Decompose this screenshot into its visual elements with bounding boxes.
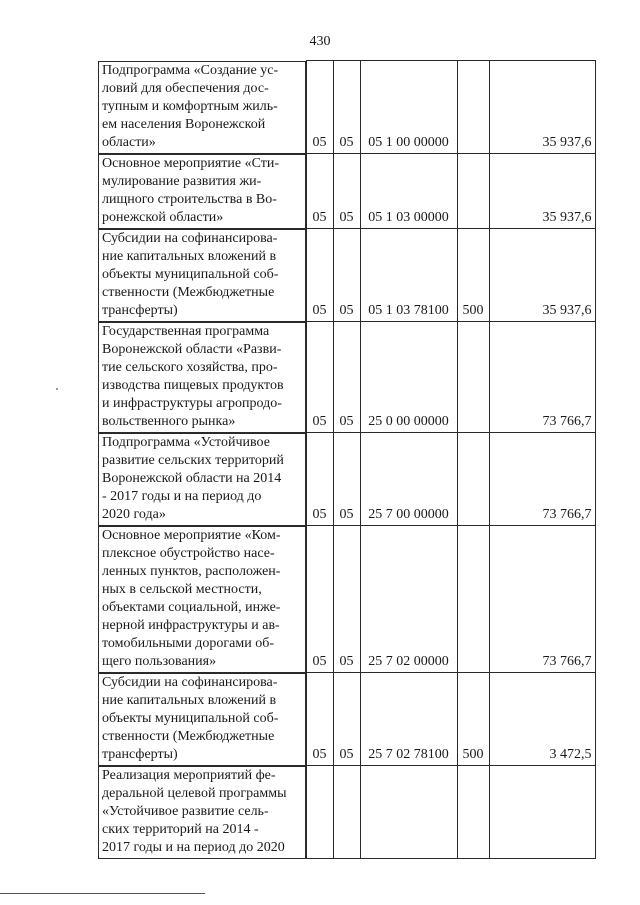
amount-cell: 3 472,5 (489, 673, 595, 766)
footnote-separator (0, 893, 205, 894)
section-code-cell: 05 (306, 433, 333, 526)
expense-type-code-cell (457, 433, 489, 526)
expense-type-code-cell (457, 322, 489, 433)
target-item-code-cell: 25 7 02 00000 (360, 526, 457, 673)
subsection-code-cell (333, 766, 360, 859)
table-row (98, 322, 595, 433)
subsection-code-cell: 05 (333, 154, 360, 229)
row-name-cell: Субсидии на софинансирова- ние капитальных вложений в объекты муниципальной соб- ственности (Межбюджетные трансферты) (98, 673, 306, 766)
page-number: 430 (309, 34, 331, 49)
table-row (98, 526, 595, 673)
target-item-code-cell (360, 766, 457, 859)
target-item-code-cell: 25 0 00 00000 (360, 322, 457, 433)
section-code-cell: 05 (306, 229, 333, 322)
expense-type-code-cell (457, 61, 489, 154)
section-code-cell: 05 (306, 673, 333, 766)
subsection-code-cell: 05 (333, 526, 360, 673)
table-row (98, 673, 595, 766)
target-item-code-cell: 05 1 03 00000 (360, 154, 457, 229)
subsection-code-cell: 05 (333, 673, 360, 766)
amount-cell: 73 766,7 (489, 322, 595, 433)
expense-type-code-cell: 500 (457, 229, 489, 322)
table-row (98, 433, 595, 526)
row-name-cell: Основное мероприятие «Сти- мулирование развития жи- лищного строительства в Во- ронежской области» (98, 154, 306, 229)
row-name-cell: Подпрограмма «Создание ус- ловий для обеспечения дос- тупным и комфортным жиль- ем населения Воронежской области» (98, 61, 306, 154)
amount-cell: 35 937,6 (489, 229, 595, 322)
amount-cell: 35 937,6 (489, 154, 595, 229)
target-item-code-cell: 25 7 00 00000 (360, 433, 457, 526)
budget-table (98, 60, 596, 859)
row-name-cell: Субсидии на софинансирова- ние капитальных вложений в объекты муниципальной соб- ственности (Межбюджетные трансферты) (98, 229, 306, 322)
section-code-cell: 05 (306, 322, 333, 433)
section-code-cell: 05 (306, 526, 333, 673)
subsection-code-cell: 05 (333, 322, 360, 433)
table-row (98, 766, 595, 859)
subsection-code-cell: 05 (333, 433, 360, 526)
section-code-cell: 05 (306, 154, 333, 229)
amount-cell: 35 937,6 (489, 61, 595, 154)
scan-speck (56, 388, 58, 390)
table-row (98, 229, 595, 322)
row-name-cell: Основное мероприятие «Ком- плексное обустройство насе- ленных пунктов, расположен- ных в сельской местности, объектами социальной, инже- нерной инфраструктуры и ав- томобильными дорогами об- щего пользования» (98, 526, 306, 673)
amount-cell: 73 766,7 (489, 433, 595, 526)
section-code-cell: 05 (306, 61, 333, 154)
row-name-cell: Реализация мероприятий фе- деральной целевой программы «Устойчивое развитие сель- ских территорий на 2014 - 2017 годы и на период до 2020 (98, 766, 306, 859)
expense-type-code-cell (457, 526, 489, 673)
budget-table-body (98, 61, 595, 859)
section-code-cell (306, 766, 333, 859)
amount-cell (489, 766, 595, 859)
expense-type-code-cell: 500 (457, 673, 489, 766)
amount-cell: 73 766,7 (489, 526, 595, 673)
target-item-code-cell: 05 1 00 00000 (360, 61, 457, 154)
target-item-code-cell: 25 7 02 78100 (360, 673, 457, 766)
subsection-code-cell: 05 (333, 229, 360, 322)
subsection-code-cell: 05 (333, 61, 360, 154)
table-row (98, 154, 595, 229)
table-row (98, 61, 595, 154)
target-item-code-cell: 05 1 03 78100 (360, 229, 457, 322)
row-name-cell: Государственная программа Воронежской области «Разви- тие сельского хозяйства, про- изводства пищевых продуктов и инфраструктуры агропродо- вольственного рынка» (98, 322, 306, 433)
expense-type-code-cell (457, 154, 489, 229)
row-name-cell: Подпрограмма «Устойчивое развитие сельских территорий Воронежской области на 2014 - 2017 годы и на период до 2020 года» (98, 433, 306, 526)
expense-type-code-cell (457, 766, 489, 859)
